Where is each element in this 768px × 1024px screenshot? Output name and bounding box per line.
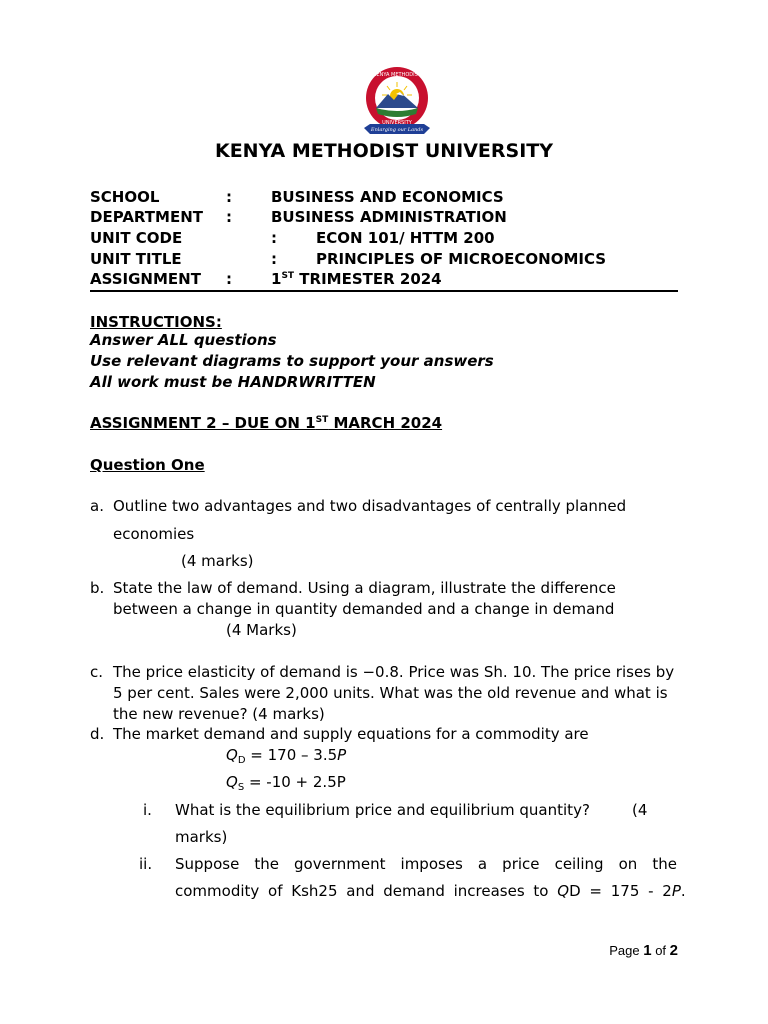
page-word: Page — [609, 943, 640, 958]
question-b-line-2: between a change in quantity demanded and a change in demand — [113, 600, 615, 618]
question-b-line-1: State the law of demand. Using a diagram, illustrate the difference — [113, 579, 616, 597]
equation-demand — [226, 746, 346, 764]
university-logo — [360, 64, 434, 140]
meta-department-row — [90, 208, 690, 228]
question-d-ii-line-2 — [175, 882, 686, 900]
question-d-i-line-2: marks) — [175, 828, 228, 846]
assignment-value-post: TRIMESTER 2024 — [294, 270, 442, 288]
question-c-line-2: 5 per cent. Sales were 2,000 units. What was the old revenue and what is — [113, 684, 668, 702]
meta-department-label: DEPARTMENT — [90, 208, 203, 226]
meta-school-colon: : — [226, 188, 232, 206]
question-d-i-marks: (4 — [632, 801, 648, 819]
meta-unit-title-label: UNIT TITLE — [90, 250, 182, 268]
question-a-line-2: economies — [113, 525, 195, 543]
meta-unit-title-colon: : — [271, 250, 277, 268]
eq2-sub: S — [237, 782, 245, 793]
eq1-var: Q — [226, 746, 238, 764]
page-total: 2 — [669, 942, 678, 959]
meta-school-label: SCHOOL — [90, 188, 160, 206]
ii-line2-c: . — [680, 882, 686, 900]
assignment-value-pre: 1 — [271, 270, 282, 288]
question-c-label: c. — [90, 663, 104, 681]
meta-department-colon: : — [226, 208, 232, 226]
question-b-marks: (4 Marks) — [226, 621, 297, 639]
of-word: of — [655, 943, 667, 958]
header-divider — [90, 290, 678, 292]
ii-line2-a: commodity of Ksh25 and demand increases to — [175, 882, 558, 900]
meta-assignment-row — [90, 270, 690, 290]
instruction-line-3: All work must be HANDRWRITTEN — [90, 373, 376, 391]
meta-school-row — [90, 188, 690, 208]
meta-department-value: BUSINESS ADMINISTRATION — [271, 208, 507, 226]
question-a-line-1: Outline two advantages and two disadvantages of centrally planned — [113, 497, 627, 515]
assignment-heading-sup: ST — [315, 415, 329, 425]
logo-motto: Enlarging our Lands — [370, 127, 424, 133]
question-d-label: d. — [90, 725, 105, 743]
assignment-heading-pre: ASSIGNMENT 2 – DUE ON 1 — [90, 414, 316, 432]
question-d-ii-label: ii. — [139, 855, 153, 873]
question-title: Question One — [90, 456, 205, 474]
meta-assignment-label: ASSIGNMENT — [90, 270, 201, 288]
logo-bottom-text: UNIVERSITY — [382, 120, 412, 126]
ii-line2-b: D = 175 - 2 — [569, 882, 672, 900]
question-a-label: a. — [90, 497, 104, 515]
instruction-line-1: Answer ALL questions — [90, 331, 277, 349]
equation-supply — [226, 773, 346, 791]
meta-unit-code-value: ECON 101/ HTTM 200 — [316, 229, 495, 247]
assignment-value-sup: ST — [281, 271, 295, 281]
eq1-sub: D — [237, 755, 246, 766]
university-name: KENYA METHODIST UNIVERSITY — [214, 140, 554, 162]
question-c-line-3: the new revenue? (4 marks) — [113, 705, 325, 723]
eq1-rest: = 170 – 3.5 — [245, 746, 338, 764]
logo-top-text: KENYA METHODIST — [373, 72, 421, 78]
question-d-i-line-1: What is the equilibrium price and equilibrium quantity? — [175, 801, 590, 819]
meta-unit-code-colon: : — [271, 229, 277, 247]
page-num: 1 — [643, 942, 652, 959]
meta-school-value: BUSINESS AND ECONOMICS — [271, 188, 504, 206]
eq2-var: Q — [226, 773, 238, 791]
meta-assignment-value — [271, 270, 442, 288]
eq2-rest: = -10 + 2.5P — [244, 773, 346, 791]
meta-unit-title-value: PRINCIPLES OF MICROECONOMICS — [316, 250, 607, 268]
question-d-i-label: i. — [143, 801, 152, 819]
eq1-p: P — [337, 746, 347, 764]
question-c-line-1: The price elasticity of demand is −0.8. Price was Sh. 10. The price rises by — [113, 663, 675, 681]
instructions-heading: INSTRUCTIONS: — [90, 313, 222, 331]
meta-unit-code-row — [90, 229, 690, 249]
assignment-heading-post: MARCH 2024 — [328, 414, 443, 432]
instruction-line-2: Use relevant diagrams to support your answers — [90, 352, 494, 370]
ii-line2-q: Q — [557, 882, 570, 900]
meta-assignment-colon: : — [226, 270, 232, 288]
question-a-marks: (4 marks) — [181, 552, 254, 570]
question-b-label: b. — [90, 579, 105, 597]
question-d-line-1: The market demand and supply equations for a commodity are — [113, 725, 589, 743]
page-number — [609, 942, 678, 959]
ii-line2-p: P — [671, 882, 681, 900]
question-d-ii-line-1: Suppose the government imposes a price ceiling on the — [175, 855, 677, 873]
meta-unit-code-label: UNIT CODE — [90, 229, 183, 247]
assignment-heading — [90, 414, 442, 432]
meta-unit-title-row — [90, 250, 690, 270]
